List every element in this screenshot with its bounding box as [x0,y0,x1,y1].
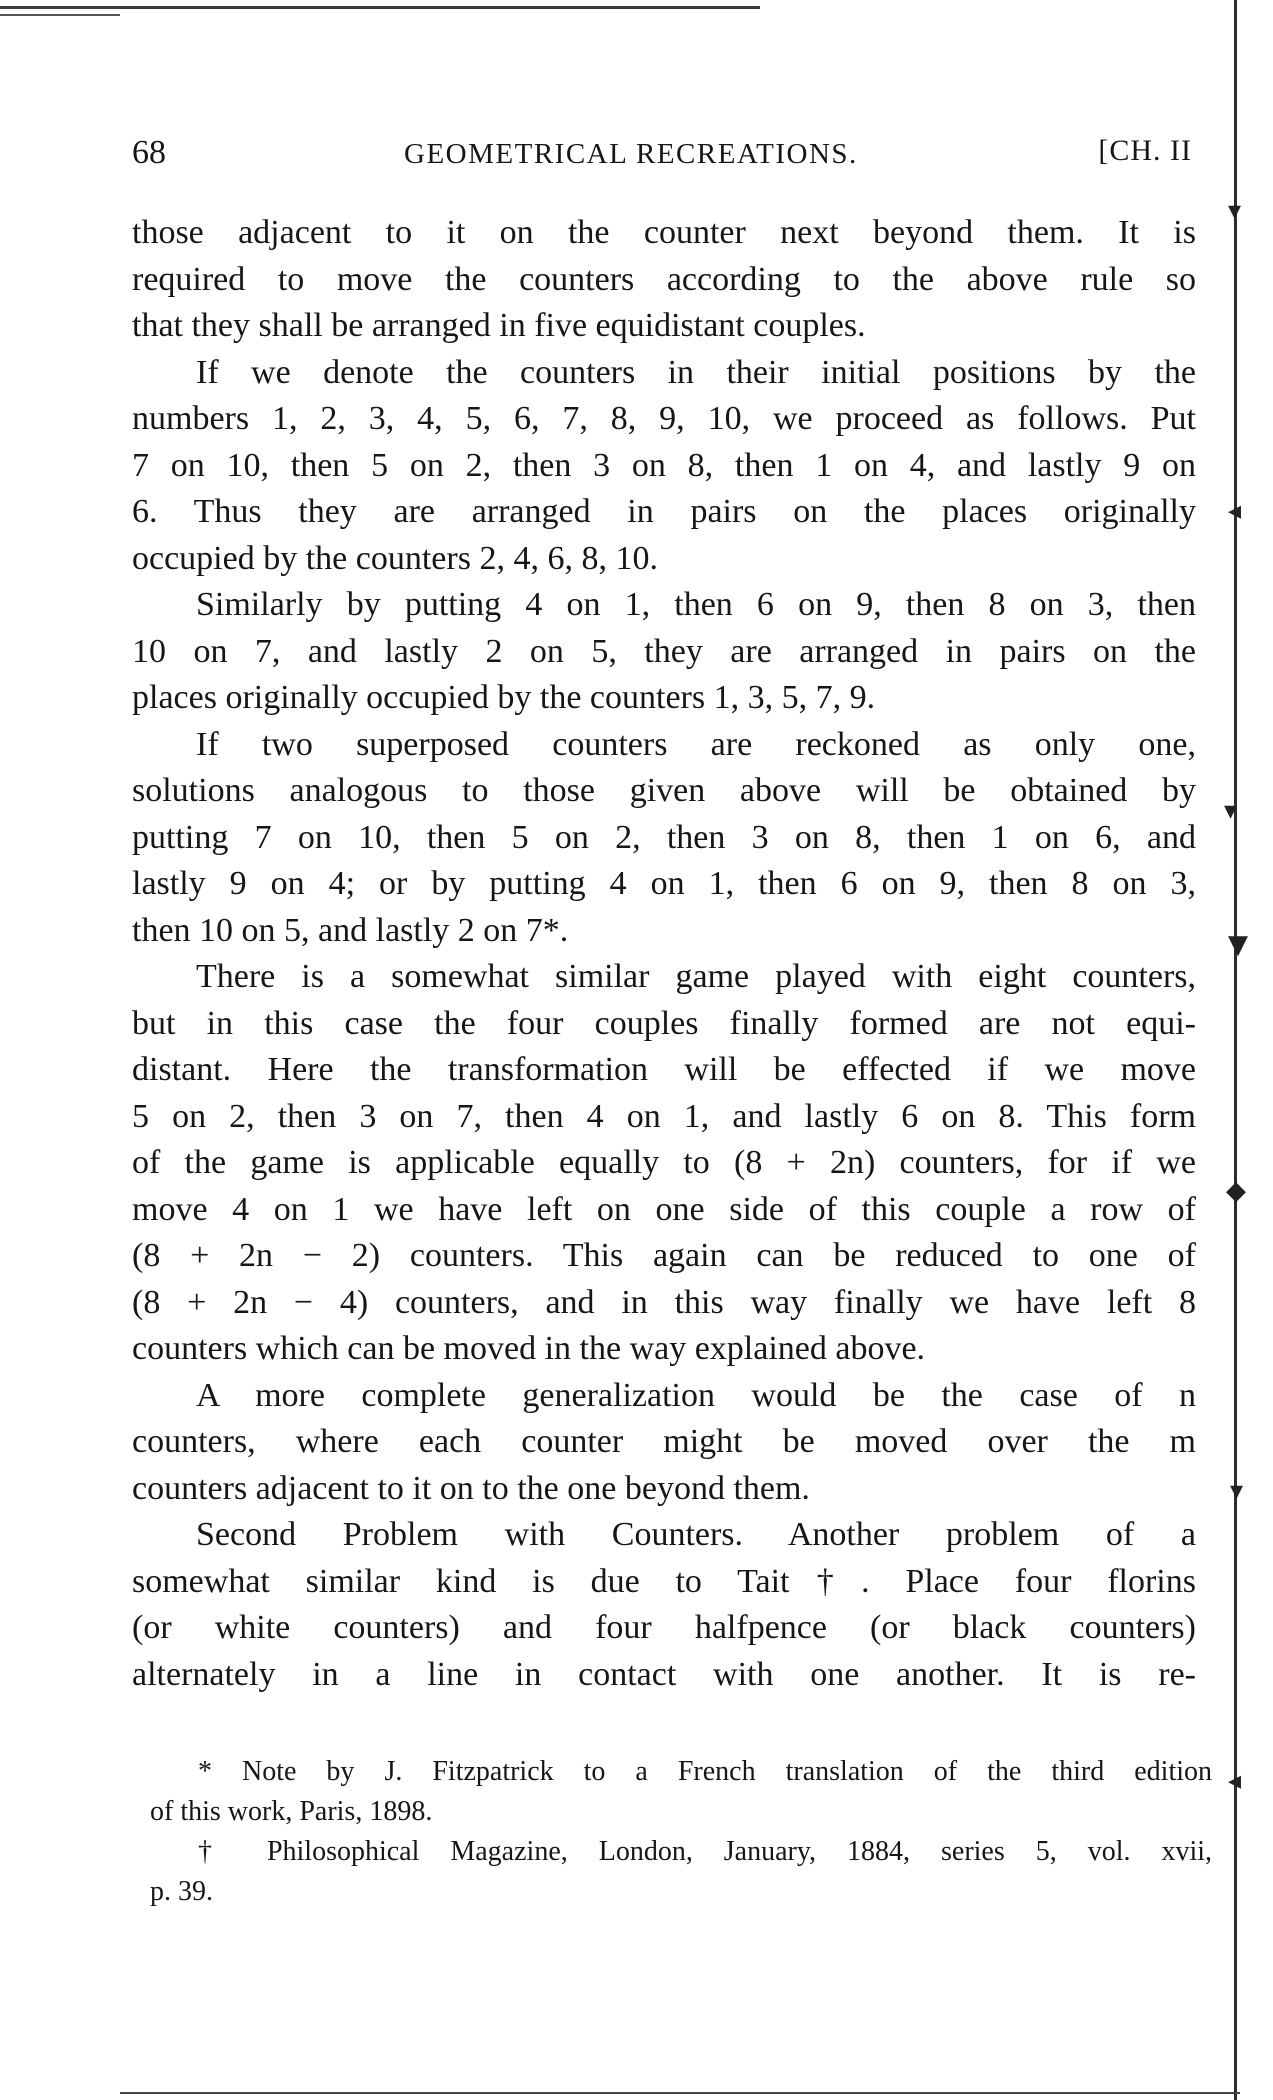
text-line: (8 + 2n − 4) counters, and in this way finally we have left 8 [132,1283,1196,1321]
page-number: 68 [132,134,166,171]
margin-mark-icon: ▾ [1230,1476,1244,1506]
text-line: numbers 1, 2, 3, 4, 5, 6, 7, 8, 9, 10, we proceed as follows. Put [132,400,1196,437]
text-line: distant. Here the transformation will be effected if we move [132,1051,1196,1088]
text-line: counters, where each counter might be moved over the m [132,1423,1196,1460]
scan-top-rule [0,6,760,9]
text-line: If two superposed counters are reckoned as only one, [196,725,1196,763]
running-head [132,134,1192,178]
text-line: then 10 on 5, and lastly 2 on 7*. [132,911,569,949]
text-line: (or white counters) and four halfpence (or black counters) [132,1609,1196,1646]
text-line: move 4 on 1 we have left on one side of this couple a row of [132,1190,1196,1228]
text-line: required to move the counters according to the above rule so [132,260,1196,298]
margin-mark-icon: ▾ [1224,796,1238,826]
text-line: There is a somewhat similar game played with eight counters, [196,958,1196,995]
text-line: solutions analogous to those given above will be obtained by [132,772,1196,809]
margin-mark-icon: ◂ [1228,496,1242,526]
margin-mark-icon: ◆ [1226,1176,1246,1206]
chapter-reference: [CH. II [1098,134,1192,167]
footnote-line: p. 39. [150,1876,213,1907]
text-line: counters adjacent to it on to the one beyond them. [132,1469,810,1507]
scan-top-rule-short [0,14,120,16]
text-line: those adjacent to it on the counter next beyond them. It is [132,214,1196,251]
text-line: places originally occupied by the counters 1, 3, 5, 7, 9. [132,679,876,716]
text-line: Second Problem with Counters. Another problem of a [196,1516,1196,1553]
text-line: alternately in a line in contact with one another. It is re- [132,1655,1196,1693]
text-line: (8 + 2n − 2) counters. This again can be reduced to one of [132,1237,1196,1274]
text-line: but in this case the four couples finally formed are not equi- [132,1004,1196,1042]
text-line: occupied by the counters 2, 4, 6, 8, 10. [132,539,658,577]
footnotes [150,1752,1212,1912]
footnote-line: † Philosophical Magazine, London, January, 1884, series 5, vol. xvii, [198,1836,1212,1867]
text-line: putting 7 on 10, then 5 on 2, then 3 on 8, then 1 on 6, and [132,818,1196,856]
text-line: somewhat similar kind is due to Tait†. Place four florins [132,1562,1196,1600]
body-text [132,210,1196,1698]
text-line: lastly 9 on 4; or by putting 4 on 1, then 6 on 9, then 8 on 3, [132,865,1196,902]
page-bottom-rule [120,2092,1240,2094]
running-title: GEOMETRICAL RECREATIONS. [404,138,858,170]
text-line: 7 on 10, then 5 on 2, then 3 on 8, then 1 on 4, and lastly 9 on [132,446,1196,484]
text-line: Similarly by putting 4 on 1, then 6 on 9, then 8 on 3, then [196,586,1196,623]
text-line: 10 on 7, and lastly 2 on 5, they are arranged in pairs on the [132,632,1196,670]
text-line: 5 on 2, then 3 on 7, then 4 on 1, and lastly 6 on 8. This form [132,1097,1196,1135]
text-line: 6. Thus they are arranged in pairs on the places originally [132,493,1196,530]
text-line: If we denote the counters in their initial positions by the [196,353,1196,391]
text-line: of the game is applicable equally to (8 + 2n) counters, for if we [132,1144,1196,1181]
margin-mark-icon: ▾ [1228,196,1242,226]
margin-mark-icon: ▼ [1228,930,1248,960]
margin-mark-icon: ◂ [1228,1766,1242,1796]
text-line: that they shall be arranged in five equidistant couples. [132,307,866,344]
text-line: A more complete generalization would be the case of n [196,1376,1196,1414]
text-line: counters which can be moved in the way explained above. [132,1330,926,1367]
footnote-line: * Note by J. Fitzpatrick to a French translation of the third edition [198,1756,1212,1787]
footnote-line: of this work, Paris, 1898. [150,1796,433,1827]
